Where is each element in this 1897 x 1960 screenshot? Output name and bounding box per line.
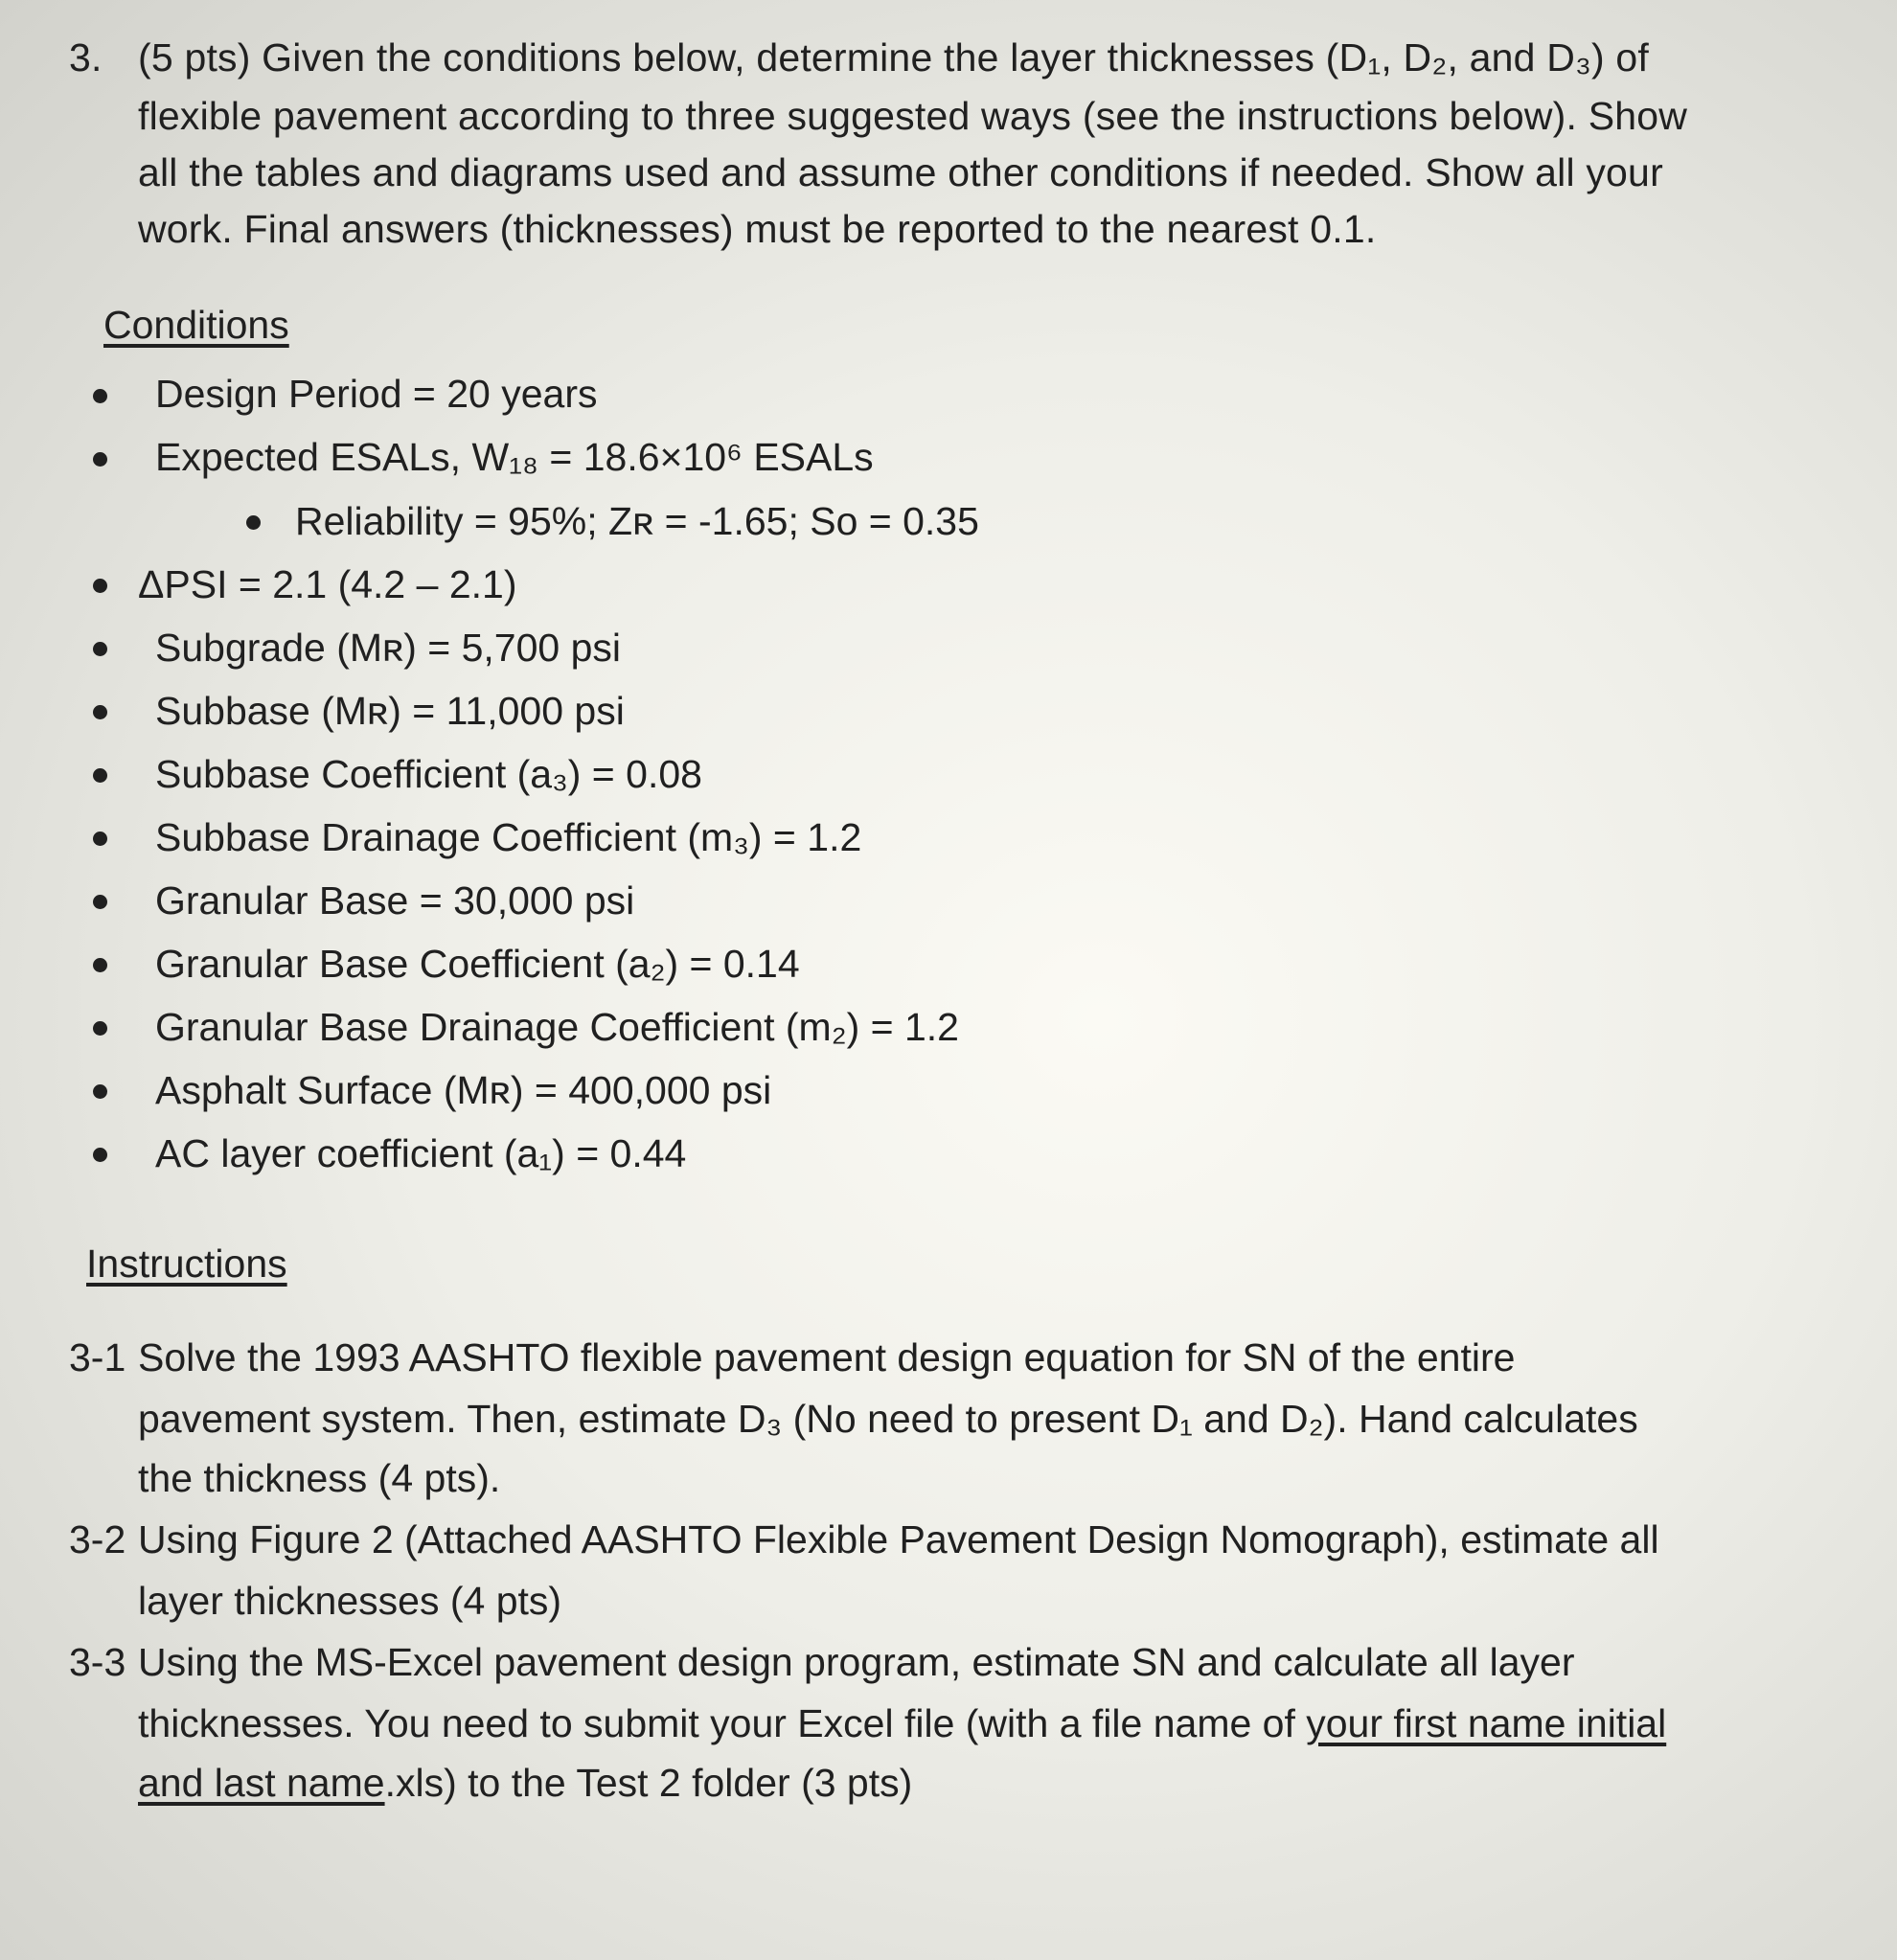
file-name-underlined: your first name initial — [1306, 1701, 1667, 1745]
file-name-underlined: and last name — [138, 1761, 385, 1805]
bullet-icon — [93, 768, 107, 783]
condition-item: Subbase Coefficient (a₃) = 0.08 — [155, 752, 702, 796]
instruction-line — [138, 1752, 912, 1813]
instruction-line: pavement system. Then, estimate D₃ (No need to present D₁ and D₂). Hand calculates — [138, 1397, 1638, 1441]
condition-item: Granular Base Coefficient (a₂) = 0.14 — [155, 942, 800, 986]
instructions-heading: Instructions — [86, 1242, 287, 1286]
bullet-icon — [93, 895, 107, 909]
condition-item: ΔPSI = 2.1 (4.2 – 2.1) — [138, 562, 517, 606]
instruction-number: 3-2 — [69, 1517, 126, 1561]
question-line-3: all the tables and diagrams used and assume other conditions if needed. Show all your — [138, 150, 1663, 194]
condition-item: AC layer coefficient (a₁) = 0.44 — [155, 1131, 687, 1175]
condition-item: Asphalt Surface (Mʀ) = 400,000 psi — [155, 1068, 772, 1112]
condition-item: Reliability = 95%; Zʀ = -1.65; So = 0.35 — [295, 499, 979, 543]
condition-item: Granular Base Drainage Coefficient (m₂) = 1.2 — [155, 1005, 959, 1049]
bullet-icon — [93, 832, 107, 846]
question-line-1: (5 pts) Given the conditions below, determine the layer thicknesses (D₁, D₂, and D₃) of — [138, 35, 1650, 80]
instruction-line: layer thicknesses (4 pts) — [138, 1579, 562, 1623]
bullet-icon — [93, 642, 107, 656]
bullet-icon — [93, 958, 107, 972]
question-line-2: flexible pavement according to three suggested ways (see the instructions below). Show — [138, 94, 1688, 138]
bullet-icon — [93, 452, 107, 467]
instruction-number: 3-3 — [69, 1640, 126, 1684]
instruction-line: Using Figure 2 (Attached AASHTO Flexible Pavement Design Nomograph), estimate all — [138, 1517, 1659, 1561]
bullet-icon — [93, 579, 107, 593]
instruction-line — [138, 1693, 1666, 1754]
condition-item: Granular Base = 30,000 psi — [155, 878, 635, 923]
bullet-icon — [93, 1021, 107, 1036]
instruction-number: 3-1 — [69, 1335, 126, 1379]
question-line-4: work. Final answers (thicknesses) must be reported to the nearest 0.1. — [138, 207, 1377, 251]
question-number: 3. — [69, 35, 103, 80]
bullet-icon — [93, 389, 107, 403]
instruction-text: thicknesses. You need to submit your Excel file (with a file name of — [138, 1701, 1307, 1745]
instruction-line: Using the MS-Excel pavement design program, estimate SN and calculate all layer — [138, 1640, 1575, 1684]
condition-item: Subgrade (Mʀ) = 5,700 psi — [155, 626, 621, 670]
bullet-icon — [93, 1084, 107, 1099]
condition-item: Subbase (Mʀ) = 11,000 psi — [155, 689, 625, 733]
bullet-icon — [246, 515, 261, 530]
instruction-line: Solve the 1993 AASHTO flexible pavement design equation for SN of the entire — [138, 1335, 1516, 1379]
instruction-line: the thickness (4 pts). — [138, 1456, 501, 1500]
bullet-icon — [93, 1148, 107, 1162]
condition-item: Subbase Drainage Coefficient (m₃) = 1.2 — [155, 815, 862, 859]
conditions-heading: Conditions — [103, 303, 289, 347]
condition-item: Design Period = 20 years — [155, 372, 598, 416]
bullet-icon — [93, 705, 107, 719]
condition-item: Expected ESALs, W₁₈ = 18.6×10⁶ ESALs — [155, 435, 874, 479]
instruction-text: .xls) to the Test 2 folder (3 pts) — [384, 1761, 913, 1805]
